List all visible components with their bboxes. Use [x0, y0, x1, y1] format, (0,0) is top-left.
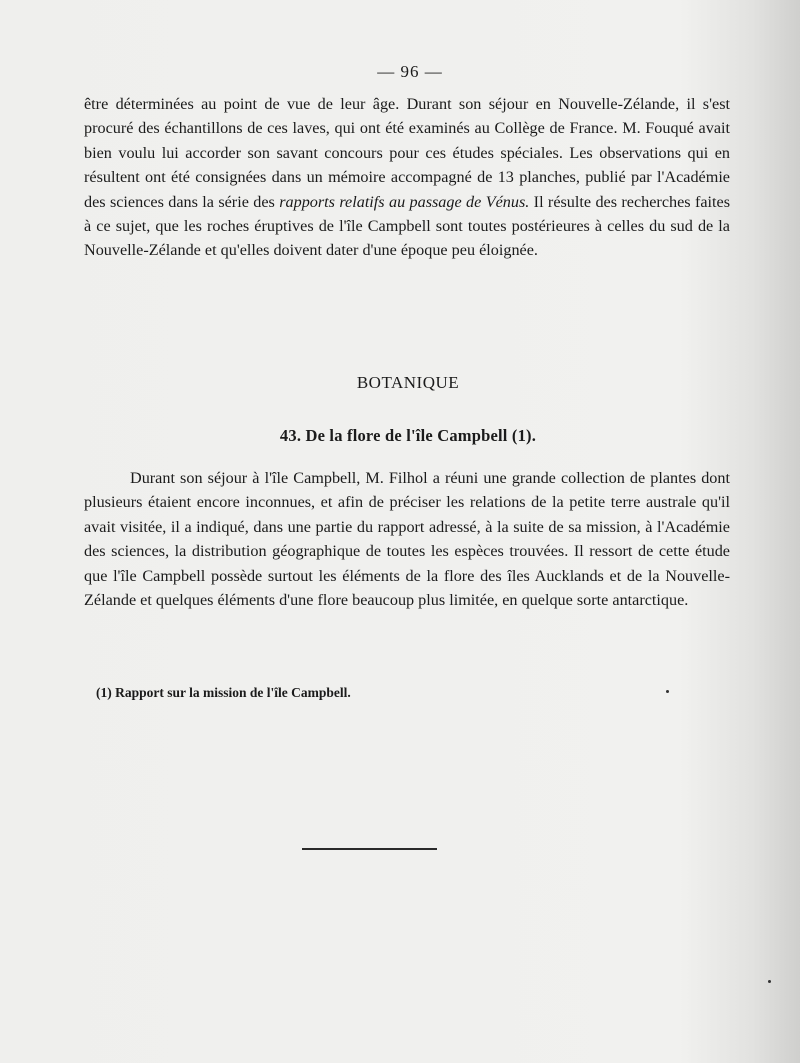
paragraph-botany: Durant son séjour à l'île Campbell, M. Filhol a réuni une grande collection de plantes dont plusieurs étaient encore inconnues, et afin de préciser les relations de la petite terre australe qu'il avait visitée, il a indiqué, dans une partie du rapport adressé, à la suite de sa mission, à l'Académie des sciences, la distribution géographique de toutes les espèces trouvées. Il ressort de cette étude que l'île Campbell possède surtout les éléments de la flore des îles Aucklands et de la Nouvelle-Zélande et quelques éléments d'une flore beaucoup plus limitée, en quelque sorte antarctique. — [84, 469, 730, 610]
paragraph-geology-text: être déterminées au point de vue de leur âge. Durant son séjour en Nouvelle-Zélande, il s'est procuré des échantillons de ces laves, qui ont été examinés au Collège de France. M. Fouqué avait bien voulu lui accorder son savant concours pour ces études spéciales. Les observations qui en résultent ont été consignées dans un mémoire accompagné de 13 planches, publié par l'Académie des sciences dans la série des — [84, 95, 730, 211]
page-number: — 96 — — [377, 62, 443, 81]
footnote: (1) Rapport sur la mission de l'île Campbell. — [96, 685, 351, 700]
horizontal-rule — [302, 848, 437, 850]
paragraph-geology-conclusion: Il résulte des recherches faites à ce sujet, que les roches éruptives de l'île Campbell sont toutes postérieures à celles du sud de la Nouvelle-Zélande et qu'elles doivent dater d'une époque peu éloignée. — [84, 192, 730, 260]
paragraph-geology — [84, 92, 730, 263]
paragraph-geology-italic-title: rapports relatifs au passage de Vénus. — [279, 192, 530, 211]
section-heading: BOTANIQUE — [356, 373, 460, 392]
article-heading: 43. De la flore de l'île Campbell (1). — [279, 426, 537, 445]
print-speck — [768, 980, 771, 983]
print-speck — [666, 690, 669, 693]
